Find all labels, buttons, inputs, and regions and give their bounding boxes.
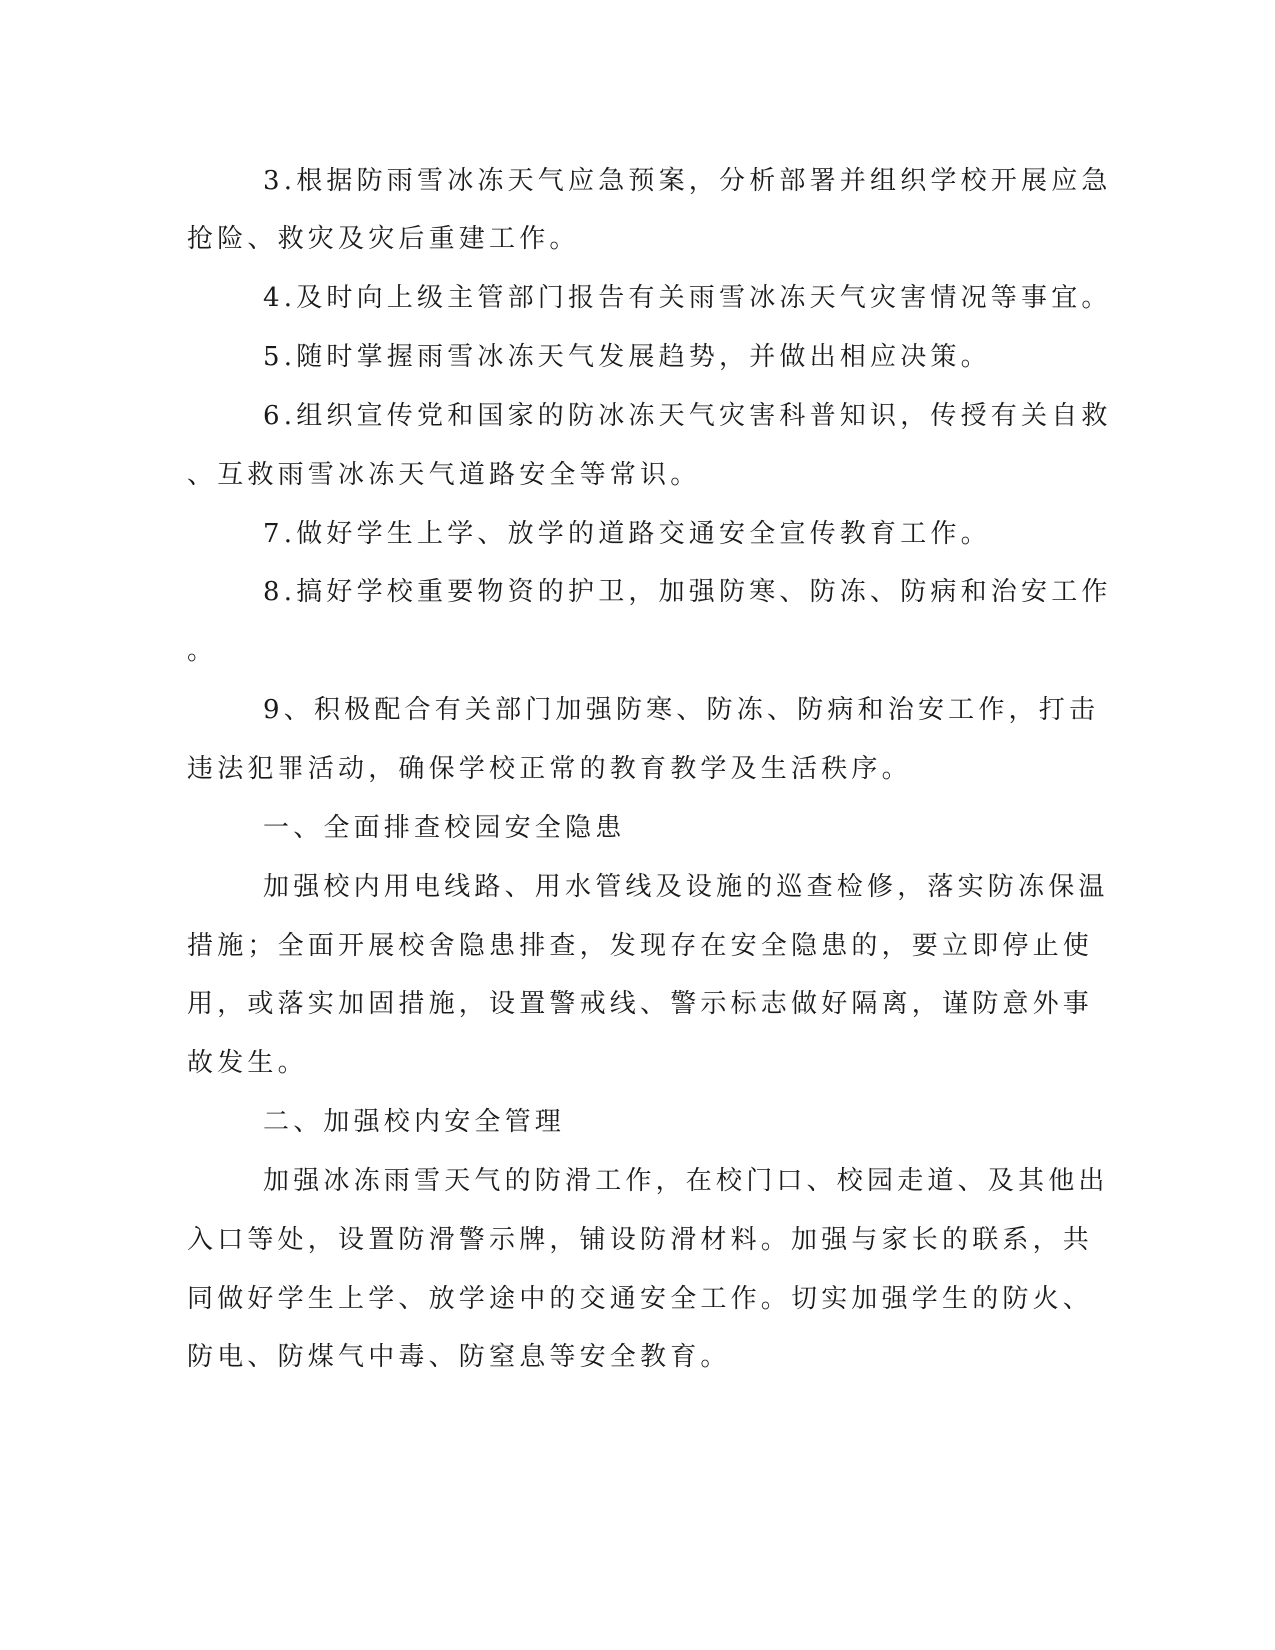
paragraph-7: 7.做好学生上学、放学的道路交通安全宣传教育工作。 (263, 519, 991, 549)
paragraph-3-line-2: 抢险、救灾及灾后重建工作。 (187, 224, 580, 254)
section-2-body-line-4: 防电、防煤气中毒、防窒息等安全教育。 (187, 1342, 731, 1372)
section-1-body-line-3: 用，或落实加固措施，设置警戒线、警示标志做好隔离，谨防意外事 (187, 989, 1094, 1019)
paragraph-9-line-1: 9、积极配合有关部门加强防寒、防冻、防病和治安工作，打击 (263, 695, 1100, 725)
section-2-body-line-3: 同做好学生上学、放学途中的交通安全工作。切实加强学生的防火、 (187, 1284, 1094, 1314)
section-heading-1: 一、全面排查校园安全隐患 (263, 813, 626, 843)
section-2-body-line-2: 入口等处，设置防滑警示牌，铺设防滑材料。加强与家长的联系，共 (187, 1225, 1094, 1255)
paragraph-6-line-2: 、互救雨雪冰冻天气道路安全等常识。 (187, 460, 701, 490)
paragraph-8-line-1: 8.搞好学校重要物资的护卫，加强防寒、防冻、防病和治安工作 (263, 577, 1112, 607)
paragraph-6-line-1: 6.组织宣传党和国家的防冰冻天气灾害科普知识，传授有关自救 (263, 401, 1112, 431)
section-1-body-line-2: 措施；全面开展校舍隐患排查，发现存在安全隐患的，要立即停止使 (187, 931, 1094, 961)
paragraph-8-line-2: 。 (187, 636, 218, 666)
paragraph-9-line-2: 违法犯罪活动，确保学校正常的教育教学及生活秩序。 (187, 754, 912, 784)
paragraph-5: 5.随时掌握雨雪冰冻天气发展趋势，并做出相应决策。 (263, 342, 991, 372)
section-heading-2: 二、加强校内安全管理 (263, 1107, 566, 1137)
section-1-body-line-1: 加强校内用电线路、用水管线及设施的巡查检修，落实防冻保温 (263, 872, 1109, 902)
paragraph-4: 4.及时向上级主管部门报告有关雨雪冰冻天气灾害情况等事宜。 (263, 283, 1112, 313)
section-1-body-line-4: 故发生。 (187, 1048, 308, 1078)
section-2-body-line-1: 加强冰冻雨雪天气的防滑工作，在校门口、校园走道、及其他出 (263, 1166, 1109, 1196)
paragraph-3-line-1: 3.根据防雨雪冰冻天气应急预案，分析部署并组织学校开展应急 (263, 166, 1112, 196)
